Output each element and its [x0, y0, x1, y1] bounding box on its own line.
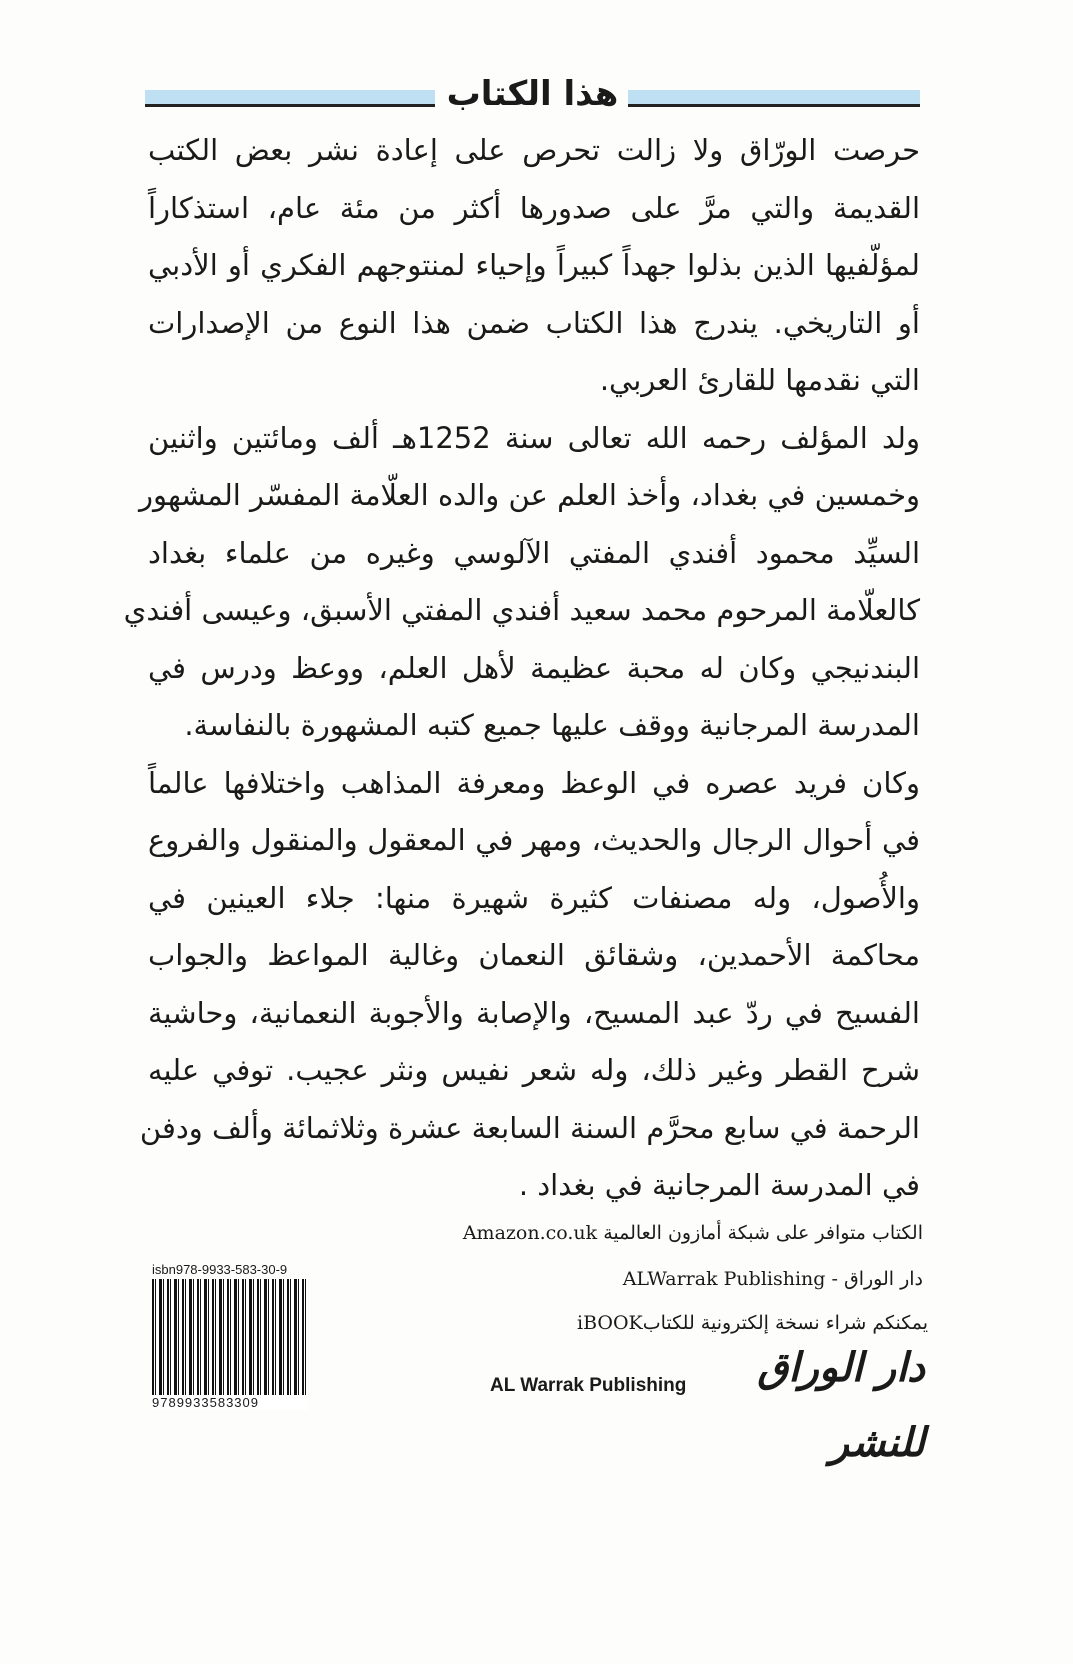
text-line: في أحوال الرجال والحديث، ومهر في المعقول والمنقول والفروع	[148, 823, 920, 857]
book-description	[123, 122, 920, 1215]
text-line: السيِّد محمود أفندي المفتي الآلوسي وغيره من علماء بغداد	[148, 535, 920, 570]
publisher-logo: دار الوراق للنشر	[757, 1344, 925, 1466]
text-line: لمؤلّفيها الذين بذلوا جهداً كبيراً وإحياء لمنتوجهم الفكري أو الأدبي	[148, 248, 920, 282]
text-line: وكان فريد عصره في الوعظ ومعرفة المذاهب واختلافها عالماً	[148, 765, 920, 800]
amazon-availability: الكتاب متوافر على شبكة أمازون العالمية Amazon.co.uk	[462, 1222, 923, 1244]
text-line: محاكمة الأحمدين، وشقائق النعمان وغالية المواعظ والجواب	[148, 938, 920, 972]
publisher-name: AL Warrak Publishing	[490, 1375, 687, 1396]
text-line: شرح القطر وغير ذلك، وله شعر نفيس ونثر عجيب. توفي عليه	[148, 1053, 920, 1087]
text-line: القديمة والتي مرَّ على صدورها أكثر من مئة عام، استذكاراً	[148, 190, 920, 225]
text-line: الرحمة في سابع محرَّم السنة السابعة عشرة وثلاثمائة وألف ودفن	[139, 1110, 920, 1145]
barcode	[152, 1262, 308, 1410]
text-line: في المدرسة المرجانية في بغداد .	[518, 1168, 920, 1202]
text-line: الفسيح في ردّ عبد المسيح، والإصابة والأجوبة النعمانية، وحاشية	[148, 995, 920, 1030]
header-title	[145, 74, 920, 114]
isbn-text: isbn978-9933-583-30-9	[152, 1262, 288, 1277]
text-line: والأُصول، وله مصنفات كثيرة شهيرة منها: جلاء العينين في	[148, 880, 920, 915]
publisher-line: دار الوراق - ALWarrak Publishing	[622, 1268, 923, 1290]
header-title-text: هذا الكتاب	[437, 74, 629, 114]
section-header	[145, 74, 920, 122]
text-line: ولد المؤلف رحمه الله تعالى سنة 1252هـ ألف ومائتين واثنين	[148, 420, 920, 455]
text-line: التي نقدمها للقارئ العربي.	[599, 363, 920, 397]
text-line: حرصت الورّاق ولا زالت تحرص على إعادة نشر بعض الكتب	[148, 133, 920, 167]
text-line: المدرسة المرجانية ووقف عليها جميع كتبه المشهورة بالنفاسة.	[184, 708, 920, 742]
text-line: وخمسين في بغداد، وأخذ العلم عن والده العلّامة المفسّر المشهور	[138, 478, 920, 512]
text-line: كالعلّامة المرحوم محمد سعيد أفندي المفتي الأسبق، وعيسى أفندي	[123, 593, 920, 627]
text-line: البندنيجي وكان له محبة عظيمة لأهل العلم، ووعظ ودرس في	[148, 650, 920, 685]
text-line: أو التاريخي. يندرج هذا الكتاب ضمن هذا النوع من الإصدارات	[148, 305, 920, 340]
barcode-number: 9789933583309	[152, 1395, 308, 1410]
ebook-line: يمكنكم شراء نسخة إلكترونية للكتابiBOOK	[577, 1312, 928, 1334]
barcode-bars	[152, 1279, 308, 1397]
